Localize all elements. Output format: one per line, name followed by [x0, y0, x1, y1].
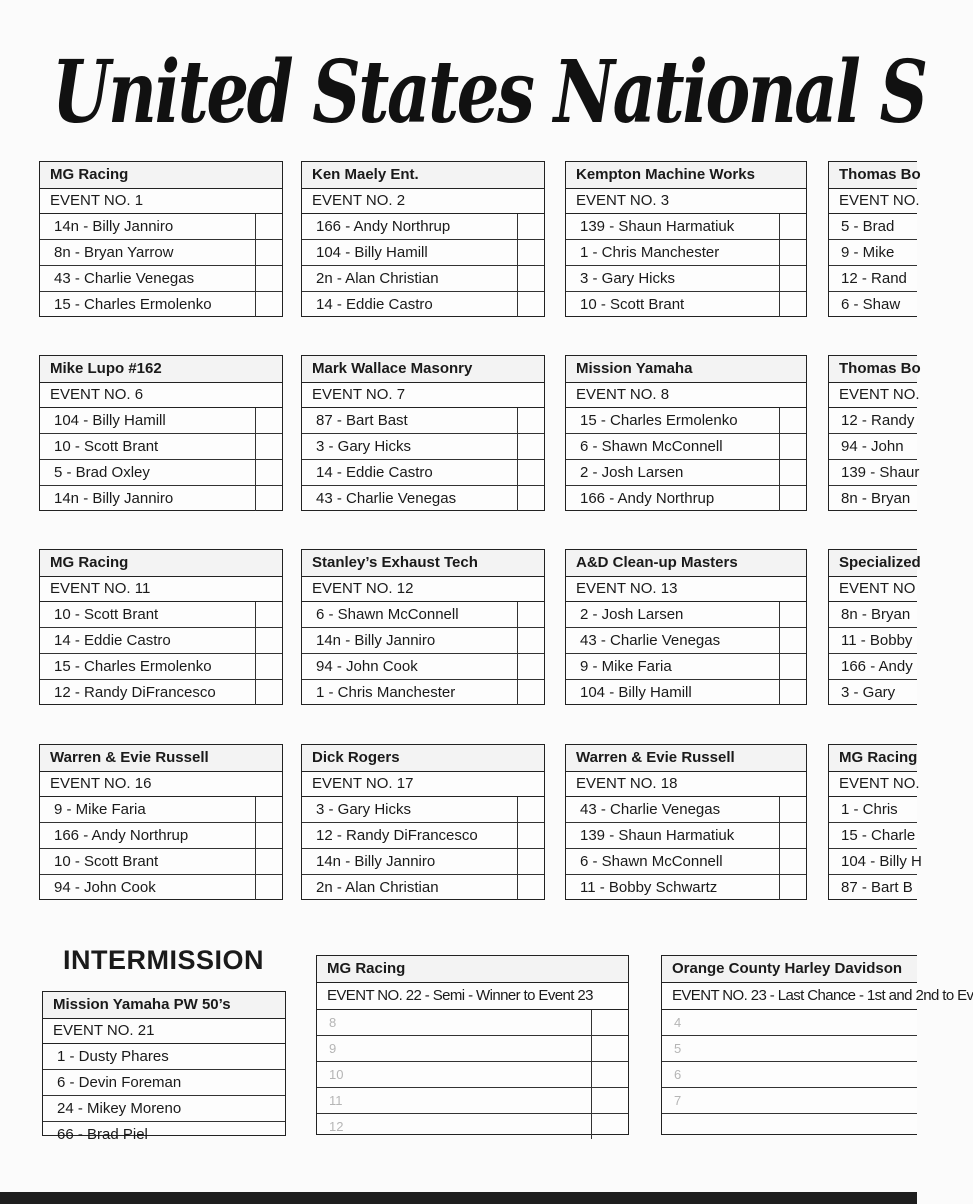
- rider-name: 104 - Billy Hamill: [580, 684, 692, 701]
- rider-row: [40, 628, 282, 654]
- rider-name: 8n - Bryan: [841, 606, 911, 623]
- result-cell: [255, 823, 282, 848]
- rider-name: 94 - John: [841, 438, 904, 455]
- sponsor-name: Mike Lupo #162: [40, 356, 282, 383]
- result-cell: [779, 602, 806, 627]
- rider-row: [566, 214, 806, 240]
- rider-name: 11 - Bobby Schwartz: [580, 879, 718, 896]
- rider-row: [829, 680, 917, 705]
- event-number: EVENT NO.: [829, 383, 917, 408]
- event-card: [301, 161, 545, 317]
- rider-row: [40, 680, 282, 705]
- sponsor-name: Thomas Bo: [829, 356, 917, 383]
- rider-row: [566, 680, 806, 705]
- slot-number: 6: [674, 1067, 682, 1082]
- rider-row: [829, 266, 917, 292]
- rider-name: 15 - Charles Ermolenko: [54, 296, 212, 313]
- rider-row: [829, 823, 917, 849]
- slot-row: [317, 1062, 628, 1088]
- rider-row: [302, 628, 544, 654]
- event-number: EVENT NO. 11: [40, 577, 282, 602]
- rider-name: 6 - Devin Foreman: [57, 1074, 182, 1091]
- rider-name: 15 - Charles Ermolenko: [54, 658, 212, 675]
- rider-row: [829, 602, 917, 628]
- sponsor-name: Orange County Harley Davidson: [662, 956, 917, 983]
- rider-name: 1 - Chris Manchester: [580, 244, 720, 261]
- rider-name: 14 - Eddie Castro: [316, 464, 433, 481]
- page-title: United States National S: [52, 42, 926, 143]
- rider-name: 12 - Randy DiFrancesco: [54, 684, 216, 701]
- rider-name: 12 - Randy: [841, 412, 915, 429]
- result-cell: [779, 849, 806, 874]
- sponsor-name: MG Racing: [829, 745, 917, 772]
- rider-name: 1 - Chris Manchester: [316, 684, 456, 701]
- rider-row: [302, 214, 544, 240]
- rider-name: 14n - Billy Janniro: [54, 218, 174, 235]
- event-card: [39, 744, 283, 900]
- rider-name: 12 - Randy DiFrancesco: [316, 827, 478, 844]
- bottom-bar: [0, 1192, 917, 1204]
- rider-name: 9 - Mike: [841, 244, 895, 261]
- rider-row: [566, 240, 806, 266]
- rider-row: [302, 266, 544, 292]
- rider-name: 1 - Chris: [841, 801, 898, 818]
- rider-row: [829, 654, 917, 680]
- slot-number: 11: [329, 1093, 343, 1108]
- result-cell: [517, 680, 544, 705]
- event-number: EVENT NO. 8: [566, 383, 806, 408]
- rider-row: [43, 1122, 285, 1147]
- slot-number: 10: [329, 1067, 344, 1082]
- rider-row: [302, 486, 544, 511]
- slot-row: [662, 1036, 917, 1062]
- event-card: [39, 549, 283, 705]
- rider-row: [829, 292, 917, 317]
- rider-name: 104 - Billy Hamill: [54, 412, 166, 429]
- event-card-22: [316, 955, 629, 1135]
- rider-name: 15 - Charle: [841, 827, 916, 844]
- rider-name: 104 - Billy H: [841, 853, 922, 870]
- rider-name: 139 - Shaun Harmatiuk: [580, 218, 735, 235]
- rider-row: [40, 823, 282, 849]
- rider-name: 8n - Bryan: [841, 490, 911, 507]
- result-cell: [255, 849, 282, 874]
- event-card: [301, 744, 545, 900]
- result-cell: [517, 292, 544, 317]
- rider-row: [302, 602, 544, 628]
- event-card: [301, 549, 545, 705]
- rider-name: 8n - Bryan Yarrow: [54, 244, 174, 261]
- result-cell: [255, 680, 282, 705]
- rider-row: [40, 875, 282, 900]
- result-cell: [517, 875, 544, 900]
- rider-row: [40, 849, 282, 875]
- rider-name: 3 - Gary Hicks: [316, 438, 412, 455]
- event-number: EVENT NO: [829, 577, 917, 602]
- rider-row: [302, 292, 544, 317]
- sponsor-name: Mission Yamaha PW 50’s: [43, 992, 285, 1019]
- rider-row: [829, 408, 917, 434]
- sponsor-name: MG Racing: [40, 550, 282, 577]
- rider-name: 104 - Billy Hamill: [316, 244, 428, 261]
- rider-row: [40, 240, 282, 266]
- rider-row: [40, 266, 282, 292]
- rider-row: [566, 602, 806, 628]
- slot-row: [317, 1036, 628, 1062]
- rider-row: [302, 408, 544, 434]
- slot-row: [317, 1114, 628, 1139]
- event-number: EVENT NO. 3: [566, 189, 806, 214]
- rider-row: [829, 434, 917, 460]
- event-card: [828, 744, 922, 900]
- rider-name: 87 - Bart B: [841, 879, 913, 896]
- slot-number: 8: [329, 1015, 337, 1030]
- event-card-21: [42, 991, 286, 1143]
- slot-number: 7: [674, 1093, 682, 1108]
- slot-row: [317, 1088, 628, 1114]
- rider-name: 11 - Bobby: [841, 632, 913, 649]
- rider-name: 43 - Charlie Venegas: [316, 490, 457, 507]
- rider-name: 5 - Brad Oxley: [54, 464, 150, 481]
- rider-name: 12 - Rand: [841, 270, 907, 287]
- event-card: [565, 355, 807, 511]
- event-number: EVENT NO. 18: [566, 772, 806, 797]
- result-cell: [779, 460, 806, 485]
- event-number: EVENT NO. 17: [302, 772, 544, 797]
- slot-number: 4: [674, 1015, 682, 1030]
- rider-name: 2 - Josh Larsen: [580, 464, 684, 481]
- result-cell: [591, 1114, 628, 1139]
- result-cell: [255, 628, 282, 653]
- event-number: EVENT NO. 7: [302, 383, 544, 408]
- result-cell: [255, 214, 282, 239]
- rider-name: 6 - Shawn McConnell: [316, 606, 459, 623]
- rider-row: [302, 654, 544, 680]
- result-cell: [517, 460, 544, 485]
- event-number: EVENT NO. 12: [302, 577, 544, 602]
- rider-row: [566, 460, 806, 486]
- rider-row: [829, 628, 917, 654]
- rider-row: [566, 875, 806, 900]
- rider-name: 14n - Billy Janniro: [316, 632, 436, 649]
- rider-row: [302, 434, 544, 460]
- rider-name: 10 - Scott Brant: [54, 606, 159, 623]
- rider-row: [566, 292, 806, 317]
- sponsor-name: Specialized: [829, 550, 917, 577]
- rider-name: 14 - Eddie Castro: [316, 296, 433, 313]
- result-cell: [517, 266, 544, 291]
- rider-row: [40, 408, 282, 434]
- sponsor-name: Warren & Evie Russell: [566, 745, 806, 772]
- rider-name: 10 - Scott Brant: [54, 438, 159, 455]
- result-cell: [517, 408, 544, 433]
- result-cell: [779, 266, 806, 291]
- result-cell: [517, 628, 544, 653]
- rider-name: 2n - Alan Christian: [316, 270, 439, 287]
- rider-name: 1 - Dusty Phares: [57, 1048, 169, 1065]
- event-number: EVENT NO. 1: [40, 189, 282, 214]
- rider-row: [566, 823, 806, 849]
- result-cell: [779, 797, 806, 822]
- rider-row: [40, 214, 282, 240]
- sponsor-name: Kempton Machine Works: [566, 162, 806, 189]
- sponsor-name: Mark Wallace Masonry: [302, 356, 544, 383]
- event-number: EVENT NO. 22 - Semi - Winner to Event 23: [317, 983, 628, 1010]
- rider-name: 15 - Charles Ermolenko: [580, 412, 738, 429]
- rider-name: 66 - Brad Piel: [57, 1126, 148, 1143]
- result-cell: [517, 240, 544, 265]
- rider-name: 43 - Charlie Venegas: [54, 270, 195, 287]
- rider-name: 2 - Josh Larsen: [580, 606, 684, 623]
- result-cell: [779, 292, 806, 317]
- event-card: [828, 161, 921, 317]
- rider-row: [43, 1096, 285, 1122]
- rider-row: [302, 797, 544, 823]
- result-cell: [779, 240, 806, 265]
- slot-row: [662, 1010, 917, 1036]
- result-cell: [517, 602, 544, 627]
- result-cell: [255, 408, 282, 433]
- event-number: EVENT NO. 16: [40, 772, 282, 797]
- result-cell: [517, 797, 544, 822]
- sponsor-name: Thomas Bo: [829, 162, 917, 189]
- event-number: EVENT NO. 13: [566, 577, 806, 602]
- sponsor-name: Stanley’s Exhaust Tech: [302, 550, 544, 577]
- rider-name: 166 - Andy: [841, 658, 913, 675]
- sponsor-name: MG Racing: [317, 956, 628, 983]
- result-cell: [591, 1010, 628, 1035]
- result-cell: [779, 875, 806, 900]
- rider-row: [566, 486, 806, 511]
- result-cell: [255, 240, 282, 265]
- rider-name: 2n - Alan Christian: [316, 879, 439, 896]
- rider-name: 9 - Mike Faria: [580, 658, 672, 675]
- rider-name: 166 - Andy Northrup: [54, 827, 189, 844]
- rider-row: [829, 214, 917, 240]
- sponsor-name: A&D Clean-up Masters: [566, 550, 806, 577]
- rider-name: 3 - Gary: [841, 684, 896, 701]
- result-cell: [255, 434, 282, 459]
- rider-row: [829, 240, 917, 266]
- rider-name: 9 - Mike Faria: [54, 801, 146, 818]
- rider-row: [302, 849, 544, 875]
- rider-row: [302, 823, 544, 849]
- rider-name: 166 - Andy Northrup: [316, 218, 451, 235]
- event-card: [565, 549, 807, 705]
- rider-name: 166 - Andy Northrup: [580, 490, 715, 507]
- rider-row: [566, 266, 806, 292]
- result-cell: [517, 214, 544, 239]
- rider-row: [40, 486, 282, 511]
- result-cell: [779, 408, 806, 433]
- result-cell: [779, 680, 806, 705]
- rider-row: [566, 408, 806, 434]
- rider-name: 6 - Shaw: [841, 296, 901, 313]
- slot-number: 5: [674, 1041, 682, 1056]
- rider-row: [829, 486, 917, 511]
- event-number: EVENT NO. 2: [302, 189, 544, 214]
- sponsor-name: Dick Rogers: [302, 745, 544, 772]
- slot-row: [662, 1062, 917, 1088]
- event-card: [828, 549, 921, 705]
- slot-row: [317, 1010, 628, 1036]
- rider-row: [302, 460, 544, 486]
- rider-name: 139 - Shaun Harmatiuk: [580, 827, 735, 844]
- intermission-label: INTERMISSION: [63, 945, 265, 975]
- rider-row: [302, 875, 544, 900]
- rider-row: [566, 849, 806, 875]
- result-cell: [255, 486, 282, 511]
- rider-name: 5 - Brad: [841, 218, 895, 235]
- rider-row: [829, 849, 922, 875]
- sponsor-name: MG Racing: [40, 162, 282, 189]
- result-cell: [255, 602, 282, 627]
- slot-row: [662, 1088, 917, 1114]
- sponsor-name: Mission Yamaha: [566, 356, 806, 383]
- result-cell: [517, 486, 544, 511]
- event-number: EVENT NO. 21: [43, 1019, 285, 1044]
- rider-row: [566, 654, 806, 680]
- rider-row: [40, 797, 282, 823]
- rider-row: [40, 292, 282, 317]
- rider-name: 6 - Shawn McConnell: [580, 438, 723, 455]
- sponsor-name: Ken Maely Ent.: [302, 162, 544, 189]
- rider-name: 43 - Charlie Venegas: [580, 801, 721, 818]
- event-number: EVENT NO.: [829, 772, 917, 797]
- result-cell: [779, 214, 806, 239]
- result-cell: [591, 1088, 628, 1113]
- rider-name: 14 - Eddie Castro: [54, 632, 171, 649]
- event-card: [565, 161, 807, 317]
- result-cell: [779, 628, 806, 653]
- rider-row: [829, 875, 917, 900]
- result-cell: [517, 654, 544, 679]
- rider-name: 94 - John Cook: [54, 879, 156, 896]
- rider-row: [829, 797, 917, 823]
- event-card: [565, 744, 807, 900]
- event-card-23: [661, 955, 973, 1135]
- rider-row: [40, 654, 282, 680]
- rider-name: 94 - John Cook: [316, 658, 418, 675]
- rider-row: [829, 460, 920, 486]
- result-cell: [517, 823, 544, 848]
- rider-name: 43 - Charlie Venegas: [580, 632, 721, 649]
- result-cell: [255, 797, 282, 822]
- rider-row: [40, 434, 282, 460]
- result-cell: [779, 823, 806, 848]
- result-cell: [591, 1062, 628, 1087]
- result-cell: [591, 1036, 628, 1061]
- rider-name: 14n - Billy Janniro: [54, 490, 174, 507]
- slot-row: [662, 1114, 917, 1139]
- rider-name: 3 - Gary Hicks: [580, 270, 676, 287]
- rider-row: [302, 680, 544, 705]
- result-cell: [255, 460, 282, 485]
- event-card: [39, 161, 283, 317]
- result-cell: [255, 654, 282, 679]
- rider-row: [566, 434, 806, 460]
- result-cell: [779, 434, 806, 459]
- result-cell: [255, 292, 282, 317]
- rider-row: [40, 602, 282, 628]
- sponsor-name: Warren & Evie Russell: [40, 745, 282, 772]
- event-card: [301, 355, 545, 511]
- event-card: [828, 355, 921, 511]
- rider-name: 3 - Gary Hicks: [316, 801, 412, 818]
- event-number: EVENT NO. 6: [40, 383, 282, 408]
- result-cell: [255, 875, 282, 900]
- rider-row: [43, 1044, 285, 1070]
- result-cell: [255, 266, 282, 291]
- rider-row: [566, 797, 806, 823]
- result-cell: [517, 434, 544, 459]
- rider-row: [40, 460, 282, 486]
- result-cell: [779, 486, 806, 511]
- rider-row: [302, 240, 544, 266]
- rider-row: [566, 628, 806, 654]
- rider-name: 24 - Mikey Moreno: [57, 1100, 182, 1117]
- rider-name: 10 - Scott Brant: [54, 853, 159, 870]
- result-cell: [517, 849, 544, 874]
- rider-row: [43, 1070, 285, 1096]
- rider-name: 10 - Scott Brant: [580, 296, 685, 313]
- event-number: EVENT NO. 23 - Last Chance - 1st and 2nd to Ev: [662, 983, 917, 1010]
- event-number: EVENT NO.: [829, 189, 917, 214]
- rider-name: 6 - Shawn McConnell: [580, 853, 723, 870]
- result-cell: [779, 654, 806, 679]
- rider-name: 139 - Shaur: [841, 464, 920, 481]
- event-card: [39, 355, 283, 511]
- rider-name: 87 - Bart Bast: [316, 412, 408, 429]
- rider-name: 14n - Billy Janniro: [316, 853, 436, 870]
- slot-number: 9: [329, 1041, 337, 1056]
- slot-number: 12: [329, 1119, 344, 1134]
